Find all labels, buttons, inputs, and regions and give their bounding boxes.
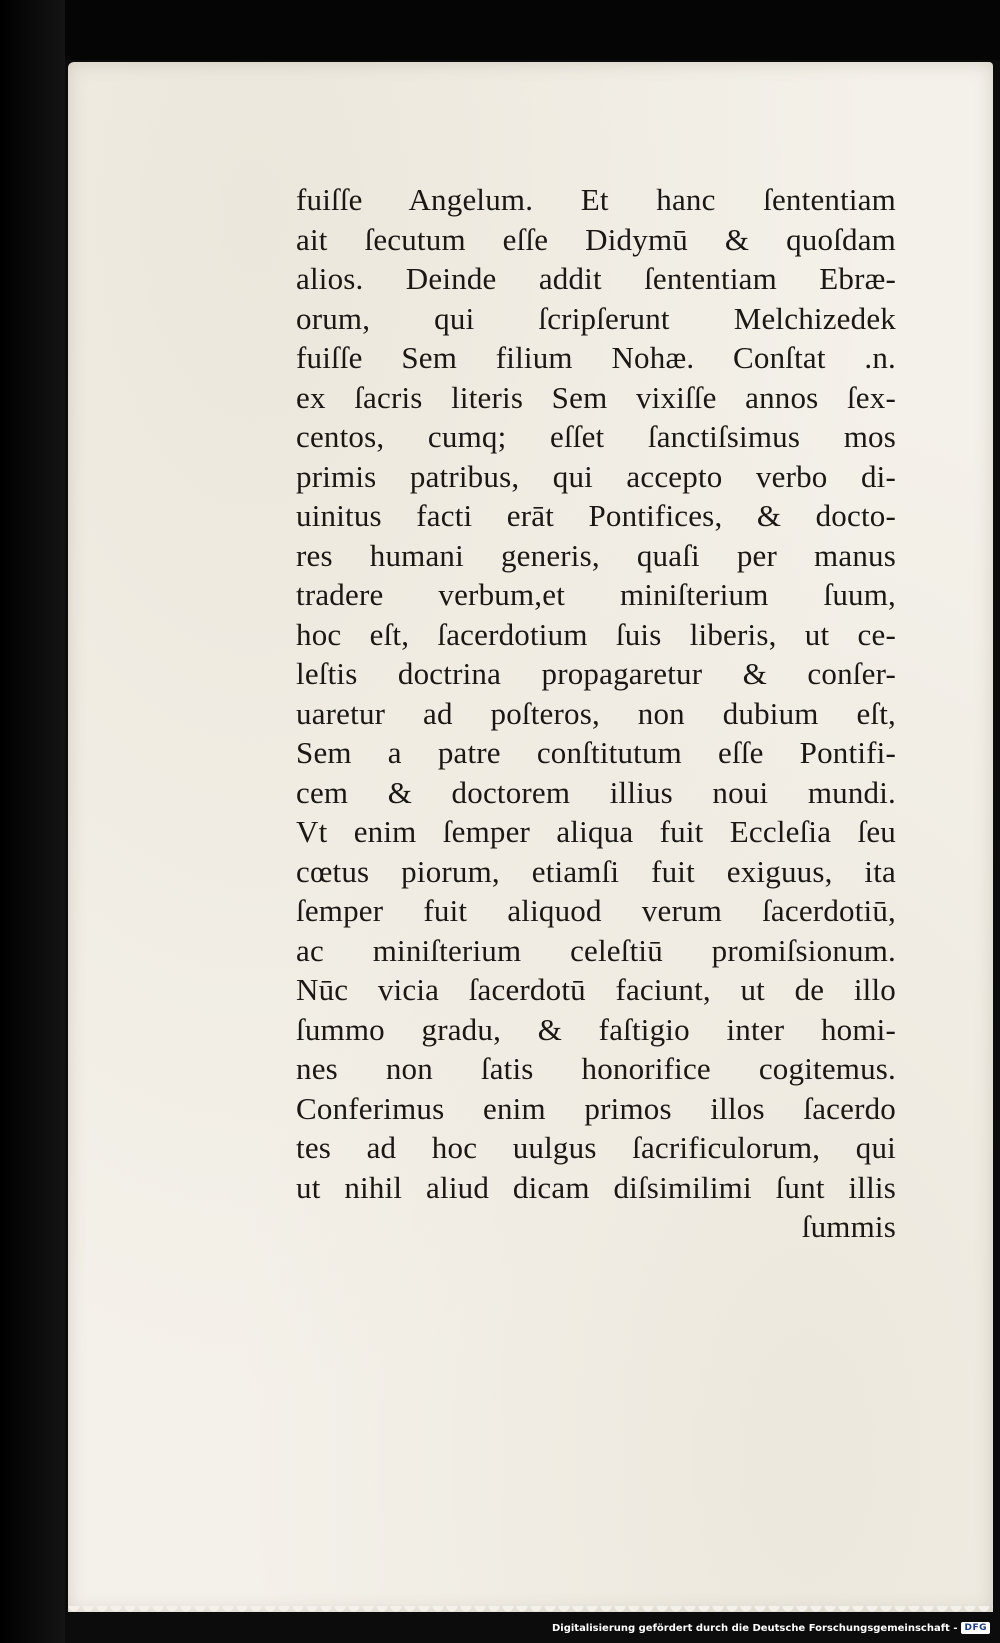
- text-line: fuiſſe Angelum. Et hanc ſententiam: [296, 182, 896, 217]
- text-line: Nūc vicia ſacerdotū faciunt, ut de illo: [296, 972, 896, 1007]
- catchword: ſummis: [801, 1209, 896, 1244]
- text-line: orum, qui ſcripſerunt Melchizedek: [296, 300, 896, 336]
- scan-background-top: [0, 0, 1000, 60]
- text-line: leſtis doctrina propagaretur & conſer-: [296, 656, 896, 691]
- text-line: uaretur ad poſteros, non dubium eſt,: [296, 695, 896, 731]
- text-line: hoc eſt, ſacerdotium ſuis liberis, ut ce-: [296, 616, 896, 652]
- text-line: Sem a patre conſtitutum eſſe Pontifi-: [296, 735, 896, 770]
- credit-text: Digitalisierung gefördert durch die Deutsche Forschungsgemeinschaft -: [551, 1622, 958, 1634]
- text-line: fuiſſe Sem filium Nohæ. Conſtat .n.: [296, 340, 896, 375]
- text-line: ſummo gradu, & faſtigio inter homi-: [296, 1011, 896, 1047]
- text-line: tradere verbum,et miniſterium ſuum,: [296, 577, 896, 612]
- digitization-credit: [552, 1617, 990, 1639]
- text-line: ait ſecutum eſſe Didymū & quoſdam: [296, 221, 896, 257]
- book-page: [68, 62, 993, 1612]
- text-line: ut nihil aliud dicam diſsimilimi ſunt illis: [296, 1169, 896, 1205]
- text-line: primis patribus, qui accepto verbo di-: [296, 458, 896, 494]
- text-line: Conferimus enim primos illos ſacerdo: [296, 1090, 896, 1126]
- text-line: cœtus piorum, etiamſi fuit exiguus, ita: [296, 853, 896, 889]
- text-line: cem & doctorem illius noui mundi.: [296, 774, 896, 810]
- text-line: nes non ſatis honorifice cogitemus.: [296, 1051, 896, 1086]
- text-line: res humani generis, quaſi per manus: [296, 537, 896, 573]
- scan-background-left: [0, 0, 65, 1643]
- text-line: alios. Deinde addit ſententiam Ebræ-: [296, 261, 896, 296]
- text-line: uinitus facti erāt Pontifices, & docto-: [296, 498, 896, 533]
- text-line: ſemper fuit aliquod verum ſacerdotiū,: [296, 893, 896, 928]
- text-line: Vt enim ſemper aliqua fuit Eccleſia ſeu: [296, 814, 896, 849]
- text-line: centos, cumq; eſſet ſanctiſsimus mos: [296, 419, 896, 454]
- text-line: ex ſacris literis Sem vixiſſe annos ſex-: [296, 379, 896, 415]
- dfg-logo: DFG: [961, 1622, 990, 1634]
- text-line: ac miniſterium celeſtiū promiſsionum.: [296, 932, 896, 968]
- text-line: tes ad hoc uulgus ſacrificulorum, qui: [296, 1130, 896, 1165]
- text-block: [296, 180, 896, 1247]
